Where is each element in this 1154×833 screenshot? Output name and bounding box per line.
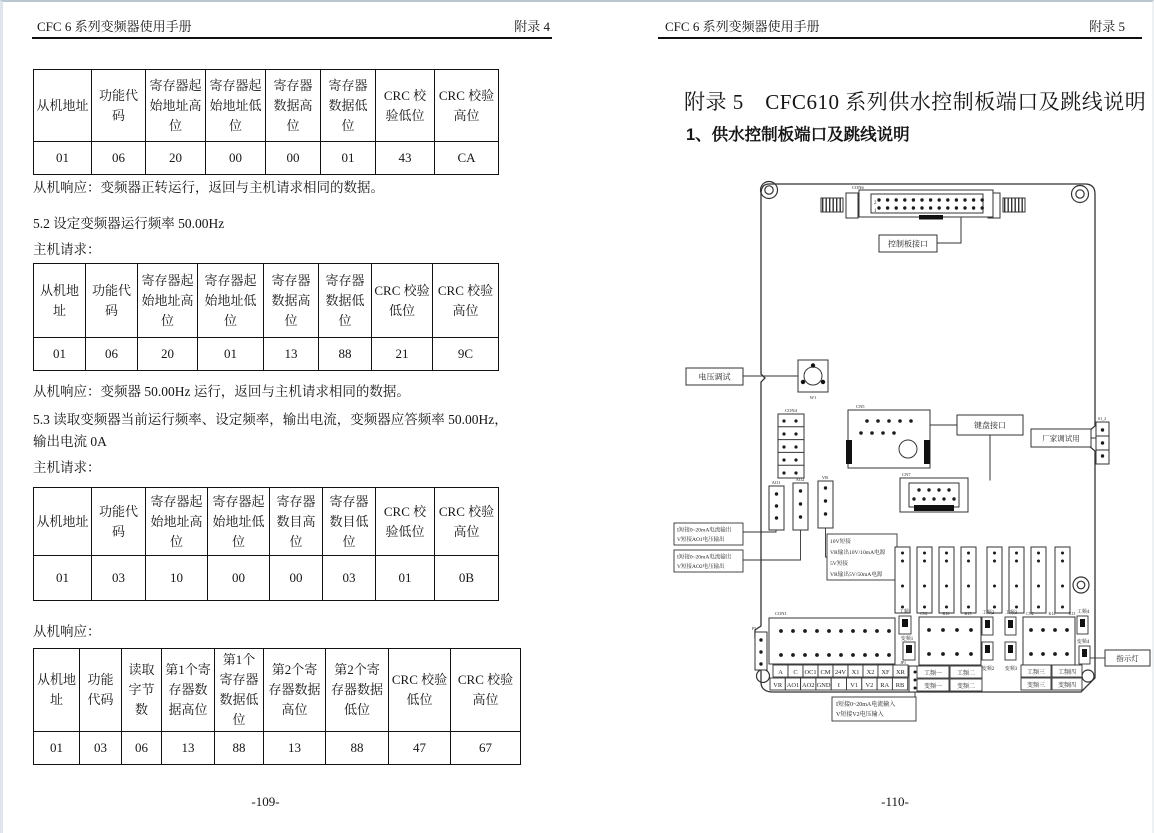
relay [987, 547, 1002, 613]
ctrl-port-label-box [879, 235, 937, 252]
keypad-port-label: 键盘接口 [974, 421, 1006, 430]
ao2-note-line1: I短接0~20mA电流输出 [677, 554, 732, 561]
cn7-ref-label: CN7 [902, 472, 911, 477]
con6-connector [821, 185, 1025, 220]
con4-jumper-block [778, 408, 804, 478]
vr-jumper [818, 475, 833, 528]
relay [1009, 547, 1024, 613]
modbus-table-1 [33, 69, 499, 175]
terminal-label: AO2 [802, 682, 815, 689]
led-column-2 [982, 609, 995, 672]
ao2-jumper [793, 477, 808, 530]
k14-ref-label: K14 [1048, 611, 1056, 616]
input-note-line2: V短接V2电压输入 [836, 712, 884, 718]
table-header-row: 从机地址 功能代码 读取字节数 第1个寄存器数据高位 第1个寄存器数据低位 第2个寄存器数据高位 第2个寄存器数据低位 CRC 校验低位 CRC 校验高位 [34, 649, 521, 732]
relay [939, 547, 954, 613]
table-data-row: 01 06 20 01 13 88 21 9C [34, 338, 499, 371]
appendix-5-title: 附录 5 CFC610 系列供水控制板端口及跳线说明 [684, 90, 1147, 114]
cn1-ref-label: CN1 [920, 611, 928, 616]
relay [1031, 547, 1046, 613]
input-note-box [832, 697, 916, 721]
s12-jumper [1096, 416, 1109, 464]
vr-note-line1: 10V短接 [830, 539, 851, 545]
ao2-note-box [674, 550, 743, 572]
relay [1055, 547, 1070, 613]
factory-debug-label: 厂家调试用 [1042, 434, 1080, 443]
terminal-label: RA [880, 682, 890, 689]
keypad-port-label-box [957, 415, 1023, 435]
led-column-3 [1005, 609, 1018, 672]
jp1-ref-label: JP1 [900, 660, 906, 665]
table-header-row: 从机地址 功能代码 寄存器起始地址高位 寄存器起始地址低位 寄存器数据高位 寄存器数据低位 CRC 校验低位 CRC 校验高位 [34, 264, 499, 338]
modbus-table-4 [33, 648, 521, 765]
potentiometer-w1 [798, 360, 828, 400]
terminal-label: V1 [850, 682, 859, 689]
terminal-label: CM [820, 669, 831, 676]
terminal-label: VR [773, 682, 783, 689]
section-5-3-heading-line1: 5.3 读取变频器当前运行频率、设定频率，输出电流，变频器应答频率 50.00Hz， [33, 412, 508, 427]
master-request-label-1: 主机请求： [33, 242, 101, 257]
terminal-label: X2 [866, 669, 875, 676]
led-column-1 [899, 608, 915, 660]
factory-debug-label-box [1031, 429, 1091, 447]
terminal-label: AO1 [786, 682, 800, 689]
volt-debug-label: 电压调试 [698, 372, 731, 382]
relay [961, 547, 976, 613]
terminal-label: V2 [865, 682, 874, 689]
k15-ref-label: K15 [964, 611, 972, 616]
bianpin2-label: 变频2 [981, 667, 995, 672]
vr-note-box [827, 534, 897, 580]
header-manual-title: CFC 6 系列变频器使用手册 [665, 19, 820, 34]
terminal-label: OC1 [804, 669, 817, 676]
gongpin1-label: 工频1 [898, 610, 912, 615]
con1-ref-label: CON1 [775, 611, 787, 616]
modbus-table-3 [33, 487, 499, 601]
con4-ref-label: CON4 [785, 408, 797, 413]
modbus-table-2 [33, 263, 499, 371]
header-rule [32, 37, 552, 39]
con1-terminal-block [769, 611, 895, 664]
vr-note-line4: VR输出5V/50mA电源 [830, 572, 883, 578]
relay [917, 547, 932, 613]
terminal-strip-top [773, 665, 908, 677]
terminal-label: RB [895, 682, 905, 689]
volt-debug-label-box [686, 368, 743, 385]
table-data-row: 01 06 20 00 00 01 43 CA [34, 142, 499, 175]
vr-ref-label: VR [821, 475, 829, 480]
led-column-4 [1077, 608, 1090, 664]
terminal-strip-bottom [770, 678, 908, 690]
gongpin4-label: 工频4 [1076, 610, 1090, 615]
page-number-right: -110- [881, 794, 909, 809]
p5-ref-label: P5 [752, 626, 757, 631]
table-header-row: 从机地址 功能代码 寄存器起始地址高位 寄存器起始地址低位 寄存器数据高位 寄存器数据低位 CRC 校验低位 CRC 校验高位 [34, 70, 499, 142]
pin-row-2-label: 2 [874, 201, 877, 206]
terminal-label: X1 [851, 669, 860, 676]
bianpin4-label: 变频4 [1076, 640, 1090, 645]
k16-ref-label: K16 [942, 611, 950, 616]
relay-bank [895, 547, 1070, 613]
ao2-note-leader-line [743, 530, 801, 560]
freq-label-boxes [917, 665, 1082, 691]
header-appendix-label: 附录 4 [514, 19, 550, 34]
slave-response-label-3: 从机响应： [33, 624, 101, 639]
terminal-label: 24V [834, 669, 847, 676]
header-manual-title: CFC 6 系列变频器使用手册 [37, 19, 192, 34]
vr-note-line2: VR输出10V/10mA电源 [830, 550, 886, 556]
ctrl-port-label: 控制板接口 [888, 239, 928, 249]
slave-response-1: 从机响应：变频器正转运行，返回与主机请求相同的数据。 [33, 180, 384, 195]
terminal-label: GND [816, 682, 831, 689]
slave-response-2: 从机响应：变频器 50.00Hz 运行，返回与主机请求相同的数据。 [33, 384, 410, 399]
s12-ref-label: S1_2 [1097, 416, 1107, 421]
terminal-label: XR [896, 669, 905, 676]
vr-note-line3: 5V短接 [830, 561, 849, 567]
k13-ref-label: K13 [1068, 611, 1076, 616]
bianpin3-label: 变频3 [1004, 667, 1018, 672]
table-data-row: 01 03 06 13 88 13 88 47 67 [34, 732, 521, 765]
cn1-terminal-block [919, 617, 981, 665]
gongpin-si-label: 工频四 [1057, 670, 1077, 676]
section-5-3-heading-line2: 输出电流 0A [33, 434, 107, 449]
header-appendix-label: 附录 5 [1089, 19, 1125, 34]
p5-connector [752, 626, 767, 670]
terminal-label: I [837, 682, 840, 689]
con6-ref-label: CON6 [852, 185, 864, 190]
bianpin1-label: 变频1 [900, 637, 914, 642]
terminal-label: C [793, 669, 798, 676]
cn5-ref-label: CN5 [856, 404, 865, 409]
terminal-label: XF [881, 669, 890, 676]
table-header-row: 从机地址 功能代码 寄存器起始地址高位 寄存器起始地址低位 寄存器数目高位 寄存器数目低位 CRC 校验低位 CRC 校验高位 [34, 488, 499, 556]
bianpin-yi-label: 变频一 [923, 684, 943, 690]
ao1-ref-label: AO1 [771, 480, 781, 485]
bianpin-san-label: 变频三 [1026, 683, 1046, 689]
relay [895, 547, 910, 613]
page-number-left: -109- [251, 794, 280, 809]
gongpin-yi-label: 工频一 [923, 671, 943, 677]
ao1-note-line2: V短接AO1电压输出 [677, 537, 725, 543]
ao2-ref-label: AO2 [795, 477, 805, 482]
cn7-connector [900, 472, 968, 512]
page-109 [3, 2, 580, 833]
section-1-subtitle: 1、供水控制板端口及跳线说明 [686, 126, 910, 144]
cn2-ref-label: CN2 [1026, 611, 1034, 616]
indicator-label-box [1105, 650, 1150, 666]
terminal-label: A [778, 669, 783, 676]
input-note-line1: I短接0~20mA电流输入 [836, 702, 896, 708]
ao2-note-line2: V短接AO2电压输出 [677, 564, 725, 570]
pin-row-1-label: 1 [874, 209, 877, 214]
indicator-label: 指示灯 [1116, 654, 1139, 663]
ao1-jumper [769, 480, 784, 530]
ao1-note-line1: I短接0~20mA电流输出 [677, 527, 732, 534]
gongpin-san-label: 工频三 [1026, 670, 1046, 676]
ctrl-port-leader-line [937, 217, 961, 243]
w1-ref-label: W1 [809, 395, 817, 400]
master-request-label-2: 主机请求： [33, 460, 101, 475]
table-data-row: 01 03 10 00 00 03 01 0B [34, 556, 499, 601]
cn2-terminal-block [1023, 617, 1075, 665]
gongpin3-label: 工频3 [1004, 611, 1018, 616]
gongpin-er-label: 工频二 [956, 671, 976, 677]
bianpin-er-label: 变频二 [956, 684, 976, 690]
bianpin-si-label: 变频四 [1057, 683, 1077, 689]
section-5-2-heading: 5.2 设定变频器运行频率 50.00Hz [33, 216, 225, 231]
control-board-diagram [580, 2, 1154, 833]
gongpin2-label: 工频2 [981, 611, 995, 616]
ao1-note-box [674, 523, 743, 545]
cn5-component [846, 404, 930, 468]
